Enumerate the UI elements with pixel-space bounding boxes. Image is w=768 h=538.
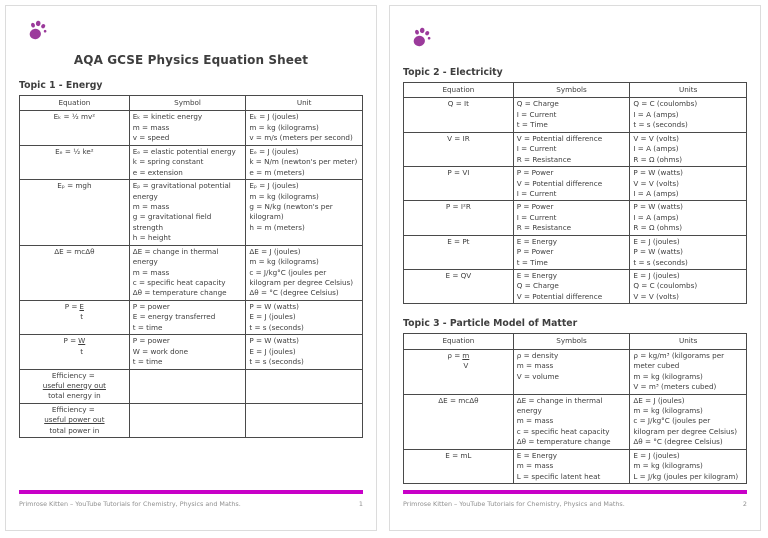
symbol-line: L = specific latent heat [516, 471, 601, 481]
fraction-numerator: E [79, 301, 84, 311]
symbol-line: t = time [132, 322, 163, 332]
unit-cell [630, 132, 747, 166]
symbol-line: ΔE = change in thermal energy [132, 246, 219, 267]
symbol-cell [513, 449, 630, 483]
unit-line: ΔE = J (joules) [633, 395, 685, 405]
paw-print-logo-icon [409, 26, 433, 50]
unit-line: m = kg (kilograms) [633, 371, 703, 381]
symbol-line: I = Current [516, 188, 557, 198]
unit-line: P = W (watts) [633, 247, 683, 257]
symbol-line: R = Resistance [516, 154, 572, 164]
equation-cell: Eₑ = ½ ke² [20, 145, 130, 179]
topic-1-heading: Topic 1 - Energy [19, 80, 103, 91]
unit-line: c = J/kg°C (joules per kilogram per degree Celsius) [249, 267, 354, 287]
symbol-line: t = Time [516, 120, 548, 130]
unit-line: E = J (joules) [633, 236, 680, 246]
unit-cell [630, 98, 747, 132]
table-row [404, 201, 747, 235]
symbol-line: t = Time [516, 257, 548, 267]
topic-2-table [403, 82, 747, 304]
equation-prefix: Efficiency = [51, 370, 95, 380]
equation-cell: Q = It [404, 98, 514, 132]
unit-line: P = W (watts) [633, 202, 683, 212]
symbol-line: P = power [132, 336, 170, 346]
paw-print-logo-icon [25, 19, 49, 43]
unit-line: Eₑ = J (joules) [249, 146, 299, 156]
symbol-cell [513, 167, 630, 201]
equation-cell: E = mL [404, 449, 514, 483]
fraction-numerator: m [462, 350, 470, 360]
unit-cell [630, 394, 747, 449]
topic-2-heading: Topic 2 - Electricity [403, 67, 503, 78]
unit-line: E = J (joules) [633, 450, 680, 460]
symbol-line: Eₖ = kinetic energy [132, 112, 203, 122]
unit-line: I = A (amps) [633, 212, 679, 222]
symbol-line: V = Potential difference [516, 133, 603, 143]
symbol-line: Δθ = temperature change [516, 437, 611, 447]
table-row [20, 245, 363, 300]
topic-3-table [403, 333, 747, 484]
symbol-line: I = Current [516, 144, 557, 154]
symbol-cell [129, 180, 246, 246]
table-row [404, 167, 747, 201]
column-header: Symbols [513, 83, 630, 98]
table-row [20, 403, 363, 437]
symbol-cell [513, 235, 630, 269]
table-row [404, 235, 747, 269]
column-header: Equation [20, 96, 130, 111]
unit-line: e = m (meters) [249, 167, 305, 177]
unit-line: t = s (seconds) [249, 322, 304, 332]
table-header-row [404, 83, 747, 98]
unit-line: m = kg (kilograms) [633, 461, 703, 471]
topic-1-table [19, 95, 363, 438]
symbol-line: R = Resistance [516, 223, 572, 233]
fraction-denominator: total energy in [48, 391, 101, 401]
equation-fraction [79, 302, 84, 323]
equation-cell [20, 300, 130, 334]
fraction-numerator: useful energy out [42, 380, 106, 390]
unit-line: m = kg (kilograms) [249, 191, 319, 201]
column-header: Symbols [513, 334, 630, 349]
fraction-numerator: useful power out [44, 415, 105, 425]
page-1-footer [19, 500, 363, 508]
symbol-line: m = mass [132, 122, 170, 132]
unit-cell [246, 180, 363, 246]
unit-line: g = N/kg (newton's per kilogram) [249, 201, 333, 222]
unit-line: I = A (amps) [633, 188, 679, 198]
fraction-denominator: total power in [49, 425, 100, 435]
unit-line: V = m³ (meters cubed) [633, 382, 717, 392]
unit-cell [630, 349, 747, 394]
unit-line: Δθ = °C (degree Celsius) [633, 437, 723, 447]
symbol-cell [513, 349, 630, 394]
unit-line: m = kg (kilograms) [249, 122, 319, 132]
equation-cell: ΔE = mcΔθ [20, 245, 130, 300]
equation-cell: V = IR [404, 132, 514, 166]
symbol-line: m = mass [516, 461, 554, 471]
symbol-line: ΔE = change in thermal energy [516, 395, 603, 415]
symbol-cell [513, 132, 630, 166]
table-row [20, 111, 363, 145]
unit-cell [630, 449, 747, 483]
fraction-denominator: t [80, 346, 84, 356]
unit-cell [630, 270, 747, 304]
equation-prefix: ρ = [447, 350, 461, 360]
equation-cell: P = I²R [404, 201, 514, 235]
symbol-line: V = Potential difference [516, 178, 603, 188]
symbol-cell [513, 201, 630, 235]
footer-accent-bar [19, 490, 363, 494]
unit-line: V = V (volts) [633, 133, 679, 143]
unit-line: L = J/kg (joules per kilogram) [633, 471, 739, 481]
page-1 [5, 5, 377, 531]
unit-line: E = J (joules) [633, 271, 680, 280]
page-number: 1 [358, 500, 363, 508]
equation-cell [20, 369, 130, 403]
table-row [404, 270, 747, 304]
symbol-line: I = Current [516, 212, 557, 222]
table-header-row [404, 334, 747, 349]
symbol-line: E = energy transferred [132, 312, 216, 322]
unit-line: t = s (seconds) [633, 120, 688, 130]
symbol-line: P = power [132, 301, 170, 311]
symbol-cell [129, 245, 246, 300]
unit-line: v = m/s (meters per second) [249, 133, 353, 143]
symbol-line: g = gravitational field strength [132, 212, 212, 232]
symbol-line: W = work done [132, 346, 189, 356]
symbol-line: Δθ = temperature change [132, 288, 227, 298]
unit-line: ΔE = J (joules) [249, 246, 301, 256]
symbol-line: I = Current [516, 109, 557, 119]
table-row [20, 369, 363, 403]
table-row [20, 180, 363, 246]
symbol-line: Eₚ = gravitational potential energy [132, 181, 231, 201]
unit-cell [630, 167, 747, 201]
symbol-line: E = Energy [516, 236, 558, 246]
symbol-line: c = specific heat capacity [516, 426, 610, 436]
symbol-line: E = Energy [516, 271, 558, 280]
symbol-line: P = Power [516, 202, 554, 212]
table-row [404, 394, 747, 449]
symbol-line: t = time [132, 357, 163, 367]
fraction-denominator: V [463, 361, 469, 371]
footer-text: Primrose Kitten – YouTube Tutorials for Chemistry, Physics and Maths. [19, 500, 241, 508]
page-1-content [6, 6, 376, 438]
equation-fraction [78, 336, 85, 357]
table-row [404, 98, 747, 132]
symbol-line: m = mass [516, 416, 554, 426]
symbol-line: m = mass [132, 201, 170, 211]
unit-line: Q = C (coulombs) [633, 281, 698, 291]
table-row [404, 349, 747, 394]
symbol-line: Q = Charge [516, 99, 559, 109]
unit-line: P = W (watts) [249, 336, 299, 346]
symbol-line: k = spring constant [132, 157, 204, 167]
fraction-denominator: t [80, 312, 84, 322]
symbol-line: m = mass [132, 267, 170, 277]
unit-line: Δθ = °C (degree Celsius) [249, 288, 339, 298]
symbol-line: e = extension [132, 167, 183, 177]
unit-cell [246, 369, 363, 403]
unit-line: m = kg (kilograms) [633, 405, 703, 415]
unit-line: I = A (amps) [633, 144, 679, 154]
symbol-line: h = height [132, 233, 171, 243]
topic-3-heading: Topic 3 - Particle Model of Matter [403, 318, 578, 330]
unit-line: V = V (volts) [633, 178, 679, 188]
page-title: AQA GCSE Physics Equation Sheet [73, 53, 309, 67]
table-row [20, 145, 363, 179]
unit-cell [246, 245, 363, 300]
equation-cell: Eₖ = ½ mv² [20, 111, 130, 145]
unit-line: R = Ω (ohms) [633, 223, 683, 233]
equation-cell: E = Pt [404, 235, 514, 269]
unit-line: ρ = kg/m³ (kilgorams per meter cubed [633, 350, 725, 371]
unit-line: Eₚ = J (joules) [249, 181, 299, 191]
column-header: Units [630, 83, 747, 98]
symbol-line: V = volume [516, 371, 559, 381]
symbol-line: Eₑ = elastic potential energy [132, 146, 236, 156]
unit-line: P = W (watts) [633, 168, 683, 178]
page-number: 2 [742, 500, 747, 508]
symbol-cell [129, 335, 246, 369]
unit-line: P = W (watts) [249, 301, 299, 311]
symbol-line: ρ = density [516, 350, 559, 360]
column-header: Units [630, 334, 747, 349]
symbol-cell [129, 369, 246, 403]
equation-cell [404, 349, 514, 394]
equation-prefix: P = [64, 301, 78, 311]
table-row [20, 300, 363, 334]
unit-line: Q = C (coulombs) [633, 99, 698, 109]
equation-cell [20, 403, 130, 437]
table-row [404, 449, 747, 483]
symbol-line: v = speed [132, 133, 170, 143]
equation-cell: P = VI [404, 167, 514, 201]
unit-cell [630, 235, 747, 269]
symbol-line: Q = Charge [516, 281, 559, 291]
equation-cell: ΔE = mcΔθ [404, 394, 514, 449]
symbol-line: E = Energy [516, 450, 558, 460]
unit-cell [246, 335, 363, 369]
symbol-line: P = Power [516, 247, 554, 257]
unit-line: R = Ω (ohms) [633, 154, 683, 164]
symbol-line: V = Potential difference [516, 291, 603, 301]
unit-line: m = kg (kilograms) [249, 257, 319, 267]
unit-cell [246, 403, 363, 437]
symbol-cell [513, 394, 630, 449]
unit-cell [246, 300, 363, 334]
unit-line: c = J/kg°C (joules per kilogram per degree Celsius) [633, 416, 738, 436]
page-2 [389, 5, 761, 531]
symbol-cell [129, 111, 246, 145]
column-header: Symbol [129, 96, 246, 111]
column-header: Equation [404, 334, 514, 349]
unit-line: h = m (meters) [249, 222, 305, 232]
symbol-line: c = specific heat capacity [132, 278, 226, 287]
unit-cell [630, 201, 747, 235]
symbol-cell [513, 270, 630, 304]
unit-line: V = V (volts) [633, 291, 679, 301]
unit-line: E = J (joules) [249, 346, 296, 356]
unit-line: t = s (seconds) [633, 257, 688, 267]
page-2-footer [403, 500, 747, 508]
table-row [404, 132, 747, 166]
symbol-cell [129, 145, 246, 179]
column-header: Unit [246, 96, 363, 111]
equation-prefix: Efficiency = [51, 404, 95, 414]
equation-cell: E = QV [404, 270, 514, 304]
unit-line: E = J (joules) [249, 312, 296, 322]
table-row [20, 335, 363, 369]
footer-text: Primrose Kitten – YouTube Tutorials for Chemistry, Physics and Maths. [403, 500, 625, 508]
symbol-cell [513, 98, 630, 132]
symbol-line: P = Power [516, 168, 554, 178]
equation-prefix: P = [63, 336, 77, 346]
equation-fraction [43, 381, 106, 402]
unit-line: Eₖ = J (joules) [249, 112, 299, 122]
unit-line: I = A (amps) [633, 109, 679, 119]
unit-cell [246, 145, 363, 179]
unit-cell [246, 111, 363, 145]
unit-line: k = N/m (newton's per meter) [249, 157, 358, 167]
equation-cell: Eₚ = mgh [20, 180, 130, 246]
equation-cell [20, 335, 130, 369]
footer-accent-bar [403, 490, 747, 494]
fraction-numerator: W [78, 336, 86, 346]
page-2-content [390, 6, 760, 484]
unit-line: t = s (seconds) [249, 357, 304, 367]
equation-fraction [462, 351, 469, 372]
equation-fraction [44, 415, 104, 436]
column-header: Equation [404, 83, 514, 98]
table-header-row [20, 96, 363, 111]
symbol-cell [129, 403, 246, 437]
symbol-line: m = mass [516, 361, 554, 371]
symbol-cell [129, 300, 246, 334]
